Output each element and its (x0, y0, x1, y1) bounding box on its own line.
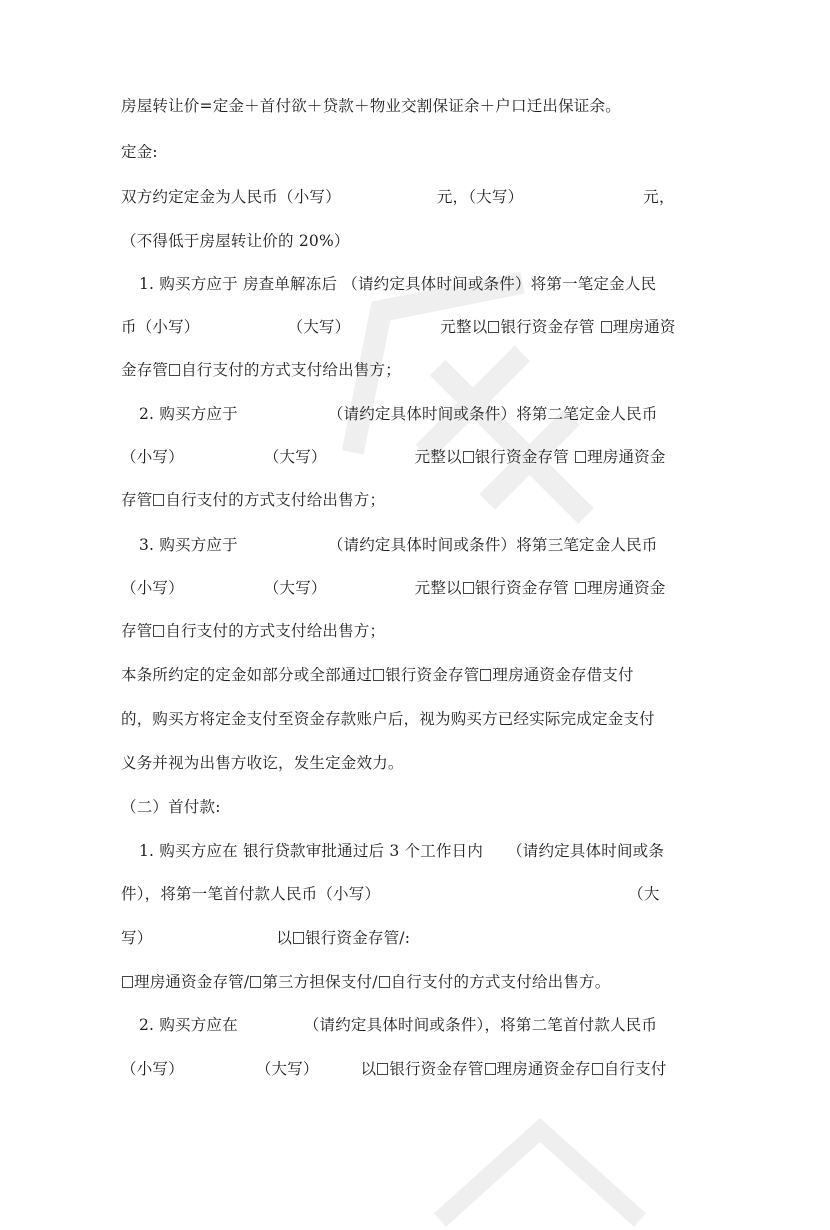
text: 理房通资金存借支付 (492, 666, 634, 684)
text: 2. 购买方应在 (139, 1016, 238, 1034)
checkbox[interactable] (377, 1063, 388, 1075)
text: 元整以 (414, 448, 462, 466)
text: 自行支付的方式支付给出售方； (165, 622, 386, 640)
formula-line (121, 94, 621, 118)
text: （大 (628, 885, 660, 903)
text: （小写） (121, 579, 184, 597)
text: （大写） (263, 448, 327, 466)
text: 义务并视为出售方收讫，发生定金效力。 (121, 754, 404, 772)
text: 房屋转让价=定金＋首付欲＋贷款＋物业交割保证余＋户口迁出保证余。 (121, 97, 621, 115)
text: 银行资金存管 (474, 448, 575, 466)
checkbox[interactable] (485, 1063, 496, 1075)
text: 1. 购买方应在 银行贷款审批通过后 3 个工作日内 (139, 842, 484, 860)
text: 银行资金存管 (474, 579, 575, 597)
checkbox[interactable] (463, 451, 474, 463)
checkbox[interactable] (250, 976, 261, 988)
text: 理房通资金存 (496, 1060, 591, 1078)
deposit-clause (121, 663, 634, 687)
deposit-item-2-cont (121, 445, 666, 469)
deposit-item-1 (139, 272, 656, 296)
text: 币（小写） (121, 318, 200, 336)
deposit-item-3-cont (121, 576, 666, 600)
down-payment-item-1-cont (121, 882, 660, 906)
text: 理房通资 (612, 318, 676, 336)
deposit-note (121, 229, 350, 253)
text: 第三方担保支付/ (262, 973, 378, 991)
text: （大写） (255, 1060, 319, 1078)
text: （不得低于房屋转让价的 20%） (121, 232, 350, 250)
text: （小写） (121, 448, 184, 466)
checkbox[interactable] (463, 582, 474, 594)
checkbox[interactable] (575, 582, 586, 594)
text: 存管 (121, 622, 153, 640)
text: 元， (643, 188, 675, 206)
text: （请约定具体时间或条件）将第三笔定金人民币 (327, 536, 658, 554)
text: 1. 购买方应于 房查单解冻后 （请约定具体时间或条件）将第一笔定金人民 (139, 275, 657, 293)
text: 金存管 (121, 361, 169, 379)
text: 银行资金存管 (500, 318, 600, 336)
watermark-logo-bottom (420, 1110, 660, 1230)
text: 以 (360, 1060, 377, 1078)
text: 理房通资金存管/ (134, 973, 250, 991)
text: 件），将第一笔首付款人民币（小写） (121, 885, 381, 903)
deposit-item-1-cont2 (121, 358, 401, 382)
text: 银行资金存管/: (305, 929, 411, 947)
checkbox[interactable] (169, 364, 180, 376)
text: 双方约定定金为人民币（小写） (121, 188, 341, 206)
text: 自行支付的方式支付给出售方； (165, 491, 386, 509)
text: 自行支付的方式支付给出售方。 (390, 973, 611, 991)
text: 的，购买方将定金支付至资金存款账户后，视为购买方已经实际完成定金支付 (121, 710, 655, 728)
text: （小写） (121, 1060, 184, 1078)
text: 理房通资金 (587, 579, 666, 597)
checkbox[interactable] (592, 1063, 603, 1075)
checkbox[interactable] (153, 494, 164, 506)
checkbox[interactable] (488, 321, 499, 333)
text: 元整以 (440, 318, 488, 336)
text: （请约定具体时间或条件），将第二笔首付款人民币 (303, 1016, 658, 1034)
checkbox[interactable] (153, 625, 164, 637)
deposit-item-2 (139, 402, 658, 426)
text: 以 (276, 929, 293, 947)
text: （请约定具体时间或条件）将第二笔定金人民币 (327, 405, 658, 423)
text: 存管 (121, 491, 153, 509)
down-payment-item-1 (139, 839, 664, 863)
text: 本条所约定的定金如部分或全部通过 (121, 666, 373, 684)
checkbox[interactable] (480, 669, 491, 681)
deposit-item-2-cont2 (121, 488, 385, 512)
text: 银行资金存管 (389, 1060, 484, 1078)
text: （大写） (287, 318, 351, 336)
deposit-amount-line (121, 185, 675, 209)
text: 2. 购买方应于 (139, 405, 238, 423)
down-payment-item-2-cont (121, 1057, 667, 1081)
checkbox[interactable] (575, 451, 586, 463)
text: （大写） (263, 579, 327, 597)
down-payment-item-2 (139, 1013, 657, 1037)
text: 元，（大写） (436, 188, 524, 206)
deposit-clause-cont (121, 707, 655, 731)
section-heading-down-payment (121, 795, 221, 819)
text: 写） (121, 929, 153, 947)
down-payment-item-1-cont3 (121, 970, 610, 994)
checkbox[interactable] (122, 976, 133, 988)
text: 定金: (121, 143, 158, 161)
deposit-item-3-cont2 (121, 619, 385, 643)
text: 自行支付 (603, 1060, 667, 1078)
deposit-item-3 (139, 533, 658, 557)
text: （请约定具体时间或条 (507, 842, 665, 860)
deposit-item-1-cont (121, 315, 676, 339)
section-heading-deposit (121, 140, 158, 164)
text: 元整以 (414, 579, 462, 597)
down-payment-item-1-cont2 (121, 926, 410, 950)
checkbox[interactable] (601, 321, 612, 333)
checkbox[interactable] (373, 669, 384, 681)
checkbox[interactable] (379, 976, 390, 988)
text: 理房通资金 (587, 448, 666, 466)
text: 自行支付的方式支付给出售方； (181, 361, 401, 379)
text: 银行资金存管 (385, 666, 480, 684)
checkbox[interactable] (293, 932, 304, 944)
text: 3. 购买方应于 (139, 536, 238, 554)
text: （二）首付款: (121, 798, 221, 816)
deposit-clause-cont2 (121, 751, 404, 775)
